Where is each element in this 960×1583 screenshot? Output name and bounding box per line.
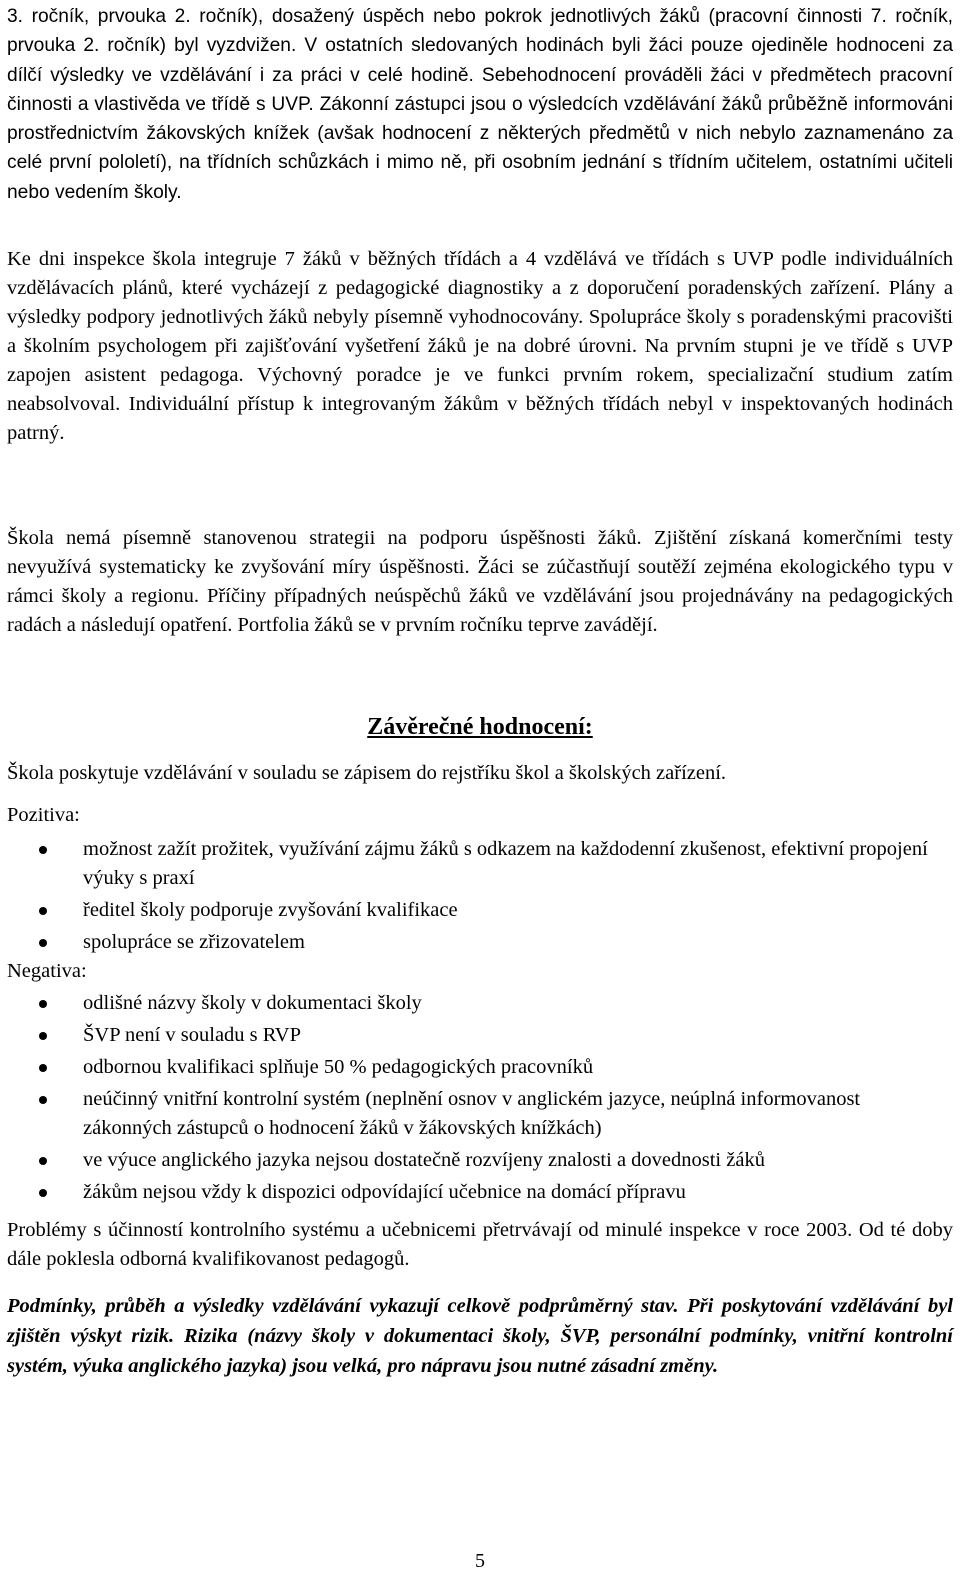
bullet-icon: [39, 846, 47, 854]
intro-paragraph: 3. ročník, prvouka 2. ročník), dosažený úspěch nebo pokrok jednotlivých žáků (pracovní činnosti 7. ročník, prvouka 2. ročník) byl vyzdvižen. V ostatních sledovaných hodinách byli žáci pouze ojediněle hodnoceni za dílčí výsledky ve vzdělávání i za práci v celé hodině. Sebehodnocení prováděli žáci v předmětech pracovní činnosti a vlastivěda ve třídě s UVP. Zákonní zástupci jsou o výsledcích vzdělávání žáků průběžně informováni prostřednictvím žákovských knížek (avšak hodnocení z některých předmětů v nich nebylo zaznamenáno za celé první pololetí), na třídních schůzkách i mimo ně, při osobním jednání s třídním učitelem, ostatními učiteli nebo vedením školy.: [7, 6, 953, 203]
bullet-icon: [39, 907, 47, 915]
problems-paragraph: Problémy s účinností kontrolního systému a učebnicemi přetrvávají od minulé inspekce v roce 2003. Od té doby dále poklesla odborná kvalifikovanost pedagogů.: [7, 1219, 953, 1270]
bullet-icon: [39, 1064, 47, 1072]
list-item: [7, 1053, 953, 1082]
list-item-text: možnost zažít prožitek, využívání zájmu žáků s odkazem na každodenní zkušenost, efektivní propojení výuky s praxí: [83, 838, 928, 889]
list-item: [7, 1085, 953, 1143]
bullet-icon: [39, 939, 47, 947]
list-item-text: odlišné názvy školy v dokumentaci školy: [83, 992, 422, 1014]
positives-label: Pozitiva:: [7, 804, 80, 826]
list-item: [7, 989, 953, 1018]
strategy-paragraph: Škola nemá písemně stanovenou strategii na podporu úspěšnosti žáků. Zjištění získaná komerčními testy nevyužívá systematicky ke zvyšování míry úspěšnosti. Žáci se zúčastňují soutěží zejména ekologického typu v rámci školy a regionu. Příčiny případných neúspěchů žáků ve vzdělávání jsou projednávány na pedagogických radách a následují opatření. Portfolia žáků se v prvním ročníku teprve zavádějí.: [7, 527, 953, 636]
list-item-text: neúčinný vnitřní kontrolní systém (neplnění osnov v anglickém jazyce, neúplná informovanost zákonných zástupců o hodnocení žáků v žákovských knížkách): [83, 1088, 861, 1139]
conclusion-paragraph: Podmínky, průběh a výsledky vzdělávání vykazují celkově podprůměrný stav. Při poskytování vzdělávání byl zjištěn výskyt rizik. Rizika (názvy školy v dokumentaci školy, ŠVP, personální podmínky, vnitřní kontrolní systém, výuka anglického jazyka) jsou velká, pro nápravu jsou nutné zásadní změny.: [7, 1295, 953, 1377]
negatives-label: Negativa:: [7, 960, 87, 982]
integration-paragraph: Ke dni inspekce škola integruje 7 žáků v běžných třídách a 4 vzdělává ve třídách s UVP podle individuálních vzdělávacích plánů, které vycházejí z pedagogické diagnostiky a z doporučení poradenských zařízení. Plány a výsledky podpory jednotlivých žáků nebyly písemně vyhodnocovány. Spolupráce školy s poradenskými pracovišti a školním psychologem při zajišťování vyšetření žáků je na dobré úrovni. Na prvním stupni je ve třídě s UVP zapojen asistent pedagoga. Výchovný poradce je ve funkci prvním rokem, specializační studium zatím neabsolvoval. Individuální přístup k integrovaným žákům v běžných třídách nebyl v inspektovaných hodinách patrný.: [7, 248, 953, 444]
list-item-text: spolupráce se zřizovatelem: [83, 931, 305, 953]
list-item: [7, 1146, 953, 1175]
final-evaluation-heading: Závěrečné hodnocení:: [367, 714, 593, 740]
bullet-icon: [39, 1189, 47, 1197]
list-item: [7, 928, 953, 957]
bullet-icon: [39, 1096, 47, 1104]
bullet-icon: [39, 1000, 47, 1008]
list-item-text: žákům nejsou vždy k dispozici odpovídající učebnice na domácí přípravu: [83, 1181, 686, 1203]
page-number: 5: [475, 1550, 485, 1572]
list-item: [7, 835, 953, 893]
list-item: [7, 896, 953, 925]
list-item: [7, 1178, 953, 1207]
negatives-list: [7, 989, 953, 1210]
list-item-text: ve výuce anglického jazyka nejsou dostatečně rozvíjeny znalosti a dovednosti žáků: [83, 1149, 765, 1171]
bullet-icon: [39, 1032, 47, 1040]
list-item-text: odbornou kvalifikaci splňuje 50 % pedagogických pracovníků: [83, 1056, 594, 1078]
list-item: [7, 1021, 953, 1050]
list-item-text: ředitel školy podporuje zvyšování kvalifikace: [83, 899, 458, 921]
bullet-icon: [39, 1157, 47, 1165]
positives-list: [7, 835, 953, 960]
list-item-text: ŠVP není v souladu s RVP: [83, 1024, 302, 1046]
school-statement: Škola poskytuje vzdělávání v souladu se zápisem do rejstříku škol a školských zařízení.: [7, 762, 727, 784]
